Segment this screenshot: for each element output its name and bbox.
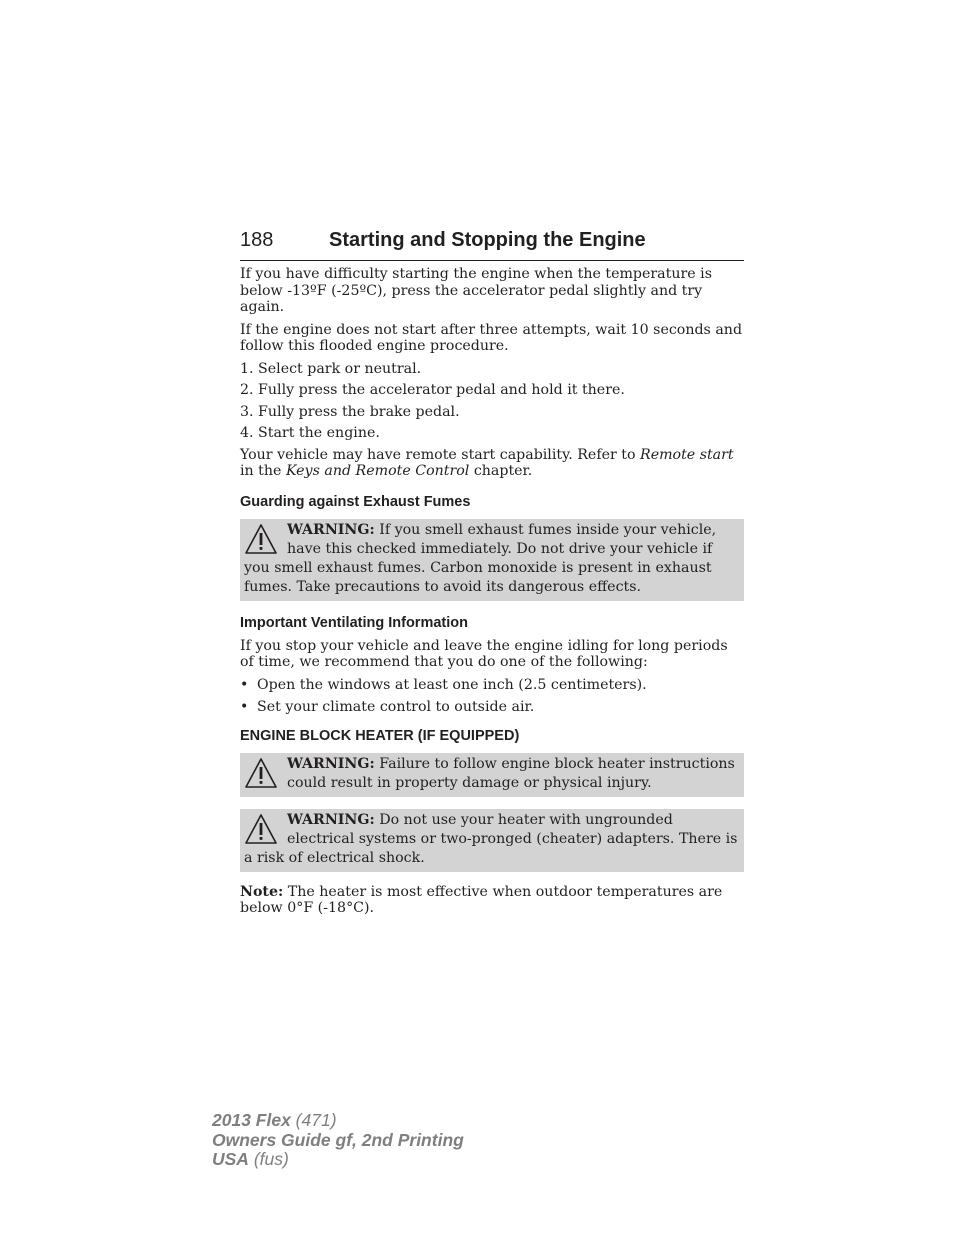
warning-triangle-icon <box>244 812 278 846</box>
warning-triangle-icon <box>244 756 278 790</box>
warning-label: WARNING: <box>287 521 375 538</box>
procedure-step: 1. Select park or neutral. <box>240 360 422 377</box>
page-header <box>240 228 744 261</box>
page-footer <box>212 1111 464 1170</box>
cold-start-paragraph: If you have difficulty starting the engine when the temperature is below -13ºF (-25ºC), press the accelerator pedal slightly and try again. <box>240 266 712 315</box>
ventilating-paragraph: If you stop your vehicle and leave the engine idling for long periods of time, we recommend that you do one of the following: <box>240 637 728 670</box>
footer-model-line: 2013 Flex (471) <box>212 1110 337 1130</box>
list-item: • Set your climate control to outside air. <box>240 699 535 715</box>
flooded-engine-paragraph: If the engine does not start after three attempts, wait 10 seconds and follow this flooded engine procedure. <box>240 321 743 354</box>
remote-start-paragraph: Your vehicle may have remote start capability. Refer to Remote start in the Keys and Remote Control chapter. <box>240 446 734 479</box>
chapter-title: Starting and Stopping the Engine <box>329 229 646 251</box>
heater-note: Note: The heater is most effective when outdoor temperatures are below 0°F (-18°C). <box>240 883 723 916</box>
footer-guide-line: Owners Guide gf, 2nd Printing <box>212 1129 464 1150</box>
remote-start-reference: Remote start <box>640 446 734 463</box>
warning-text: Failure to follow engine block heater instructions could result in property damage or physical injury. <box>287 755 735 791</box>
page-content <box>240 266 744 923</box>
keys-chapter-reference: Keys and Remote Control <box>285 463 470 479</box>
warning-triangle-icon <box>244 522 278 556</box>
list-item: • Open the windows at least one inch (2.5 centimeters). <box>240 676 647 693</box>
warning-text: Do not use your heater with ungrounded electrical systems or two-pronged (cheater) adapters. There is a risk of electrical shock. <box>244 811 738 866</box>
ventilating-heading: Important Ventilating Information <box>240 614 468 631</box>
footer-region-line: USA (fus) <box>212 1149 289 1169</box>
block-heater-heading: ENGINE BLOCK HEATER (IF EQUIPPED) <box>240 727 520 744</box>
shock-warning-box <box>240 809 744 872</box>
warning-text: If you smell exhaust fumes inside your vehicle, have this checked immediately. Do not drive your vehicle if you smell exhaust fumes. Carbon monoxide is present in exhaust fumes. Take precautions to avoid its dangerous effects. <box>244 521 717 595</box>
warning-label: WARNING: <box>287 755 375 772</box>
page-number: 188 <box>240 229 274 251</box>
bullet-icon: • <box>240 699 249 715</box>
note-label: Note: <box>240 883 284 900</box>
procedure-step: 4. Start the engine. <box>240 425 380 441</box>
block-heater-warning-box <box>240 753 744 797</box>
exhaust-fumes-heading: Guarding against Exhaust Fumes <box>240 493 471 510</box>
warning-label: WARNING: <box>287 811 375 828</box>
exhaust-warning-box <box>240 519 744 601</box>
procedure-step: 2. Fully press the accelerator pedal and hold it there. <box>240 382 625 398</box>
bullet-icon: • <box>240 676 249 693</box>
procedure-step: 3. Fully press the brake pedal. <box>240 403 460 420</box>
